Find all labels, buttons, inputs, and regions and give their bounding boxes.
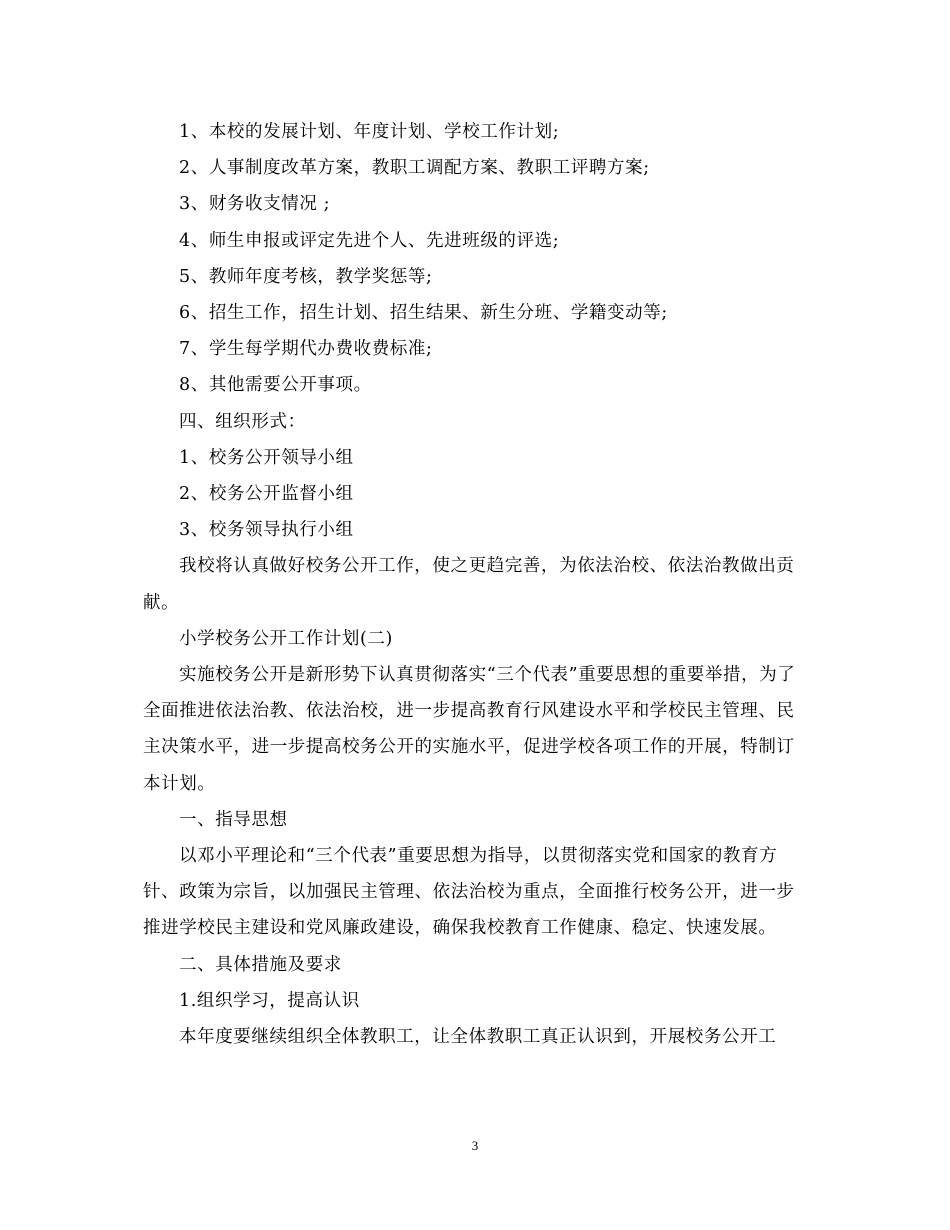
section-heading: 一、指导思想 bbox=[179, 809, 288, 830]
section-heading: 二、具体措施及要求 bbox=[179, 954, 342, 975]
page-number: 3 bbox=[471, 1138, 479, 1153]
list-item: 2、校务公开监督小组 bbox=[179, 484, 354, 505]
paragraph: 实施校务公开是新形势下认真贯彻落实“三个代表”重要思想的重要举措，为了全面推进依法治教、依法治校，进一步提高教育行风建设水平和学校民主管理、民主决策水平，进一步提高校务公开的实施水平，促进学校各项工作的开展，特制订本计划。 bbox=[143, 665, 796, 794]
list-item: 3、校务领导执行小组 bbox=[179, 520, 354, 541]
list-item: 3、财务收支情况 ; bbox=[179, 194, 331, 215]
document-subtitle: 小学校务公开工作计划(二) bbox=[179, 628, 393, 649]
list-item: 6、招生工作，招生计划、招生结果、新生分班、学籍变动等; bbox=[179, 303, 668, 324]
subsection-heading: 1.组织学习，提高认识 bbox=[179, 990, 360, 1011]
list-item: 4、师生申报或评定先进个人、先进班级的评选; bbox=[179, 230, 560, 251]
list-item: 1、本校的发展计划、年度计划、学校工作计划; bbox=[179, 122, 560, 142]
list-item: 8、其他需要公开事项。 bbox=[179, 375, 372, 396]
list-item: 5、教师年度考核，教学奖惩等; bbox=[179, 266, 433, 287]
list-item: 7、学生每学期代办费收费标准; bbox=[179, 339, 433, 360]
paragraph: 以邓小平理论和“三个代表”重要思想为指导，以贯彻落实党和国家的教育方针、政策为宗旨，以加强民主管理、依法治校为重点，全面推行校务公开，进一步推进学校民主建设和党风廉政建设，确保我校教育工作健康、稳定、快速发展。 bbox=[143, 846, 795, 939]
paragraph: 我校将认真做好校务公开工作，使之更趋完善，为依法治校、依法治教做出贡献。 bbox=[143, 556, 795, 613]
document-body bbox=[143, 114, 803, 1055]
list-item: 2、人事制度改革方案，教职工调配方案、教职工评聘方案; bbox=[179, 158, 650, 179]
section-heading: 四、组织形式： bbox=[179, 411, 306, 432]
paragraph: 本年度要继续组织全体教职工，让全体教职工真正认识到，开展校务公开工 bbox=[179, 1027, 777, 1048]
list-item: 1、校务公开领导小组 bbox=[179, 447, 354, 468]
